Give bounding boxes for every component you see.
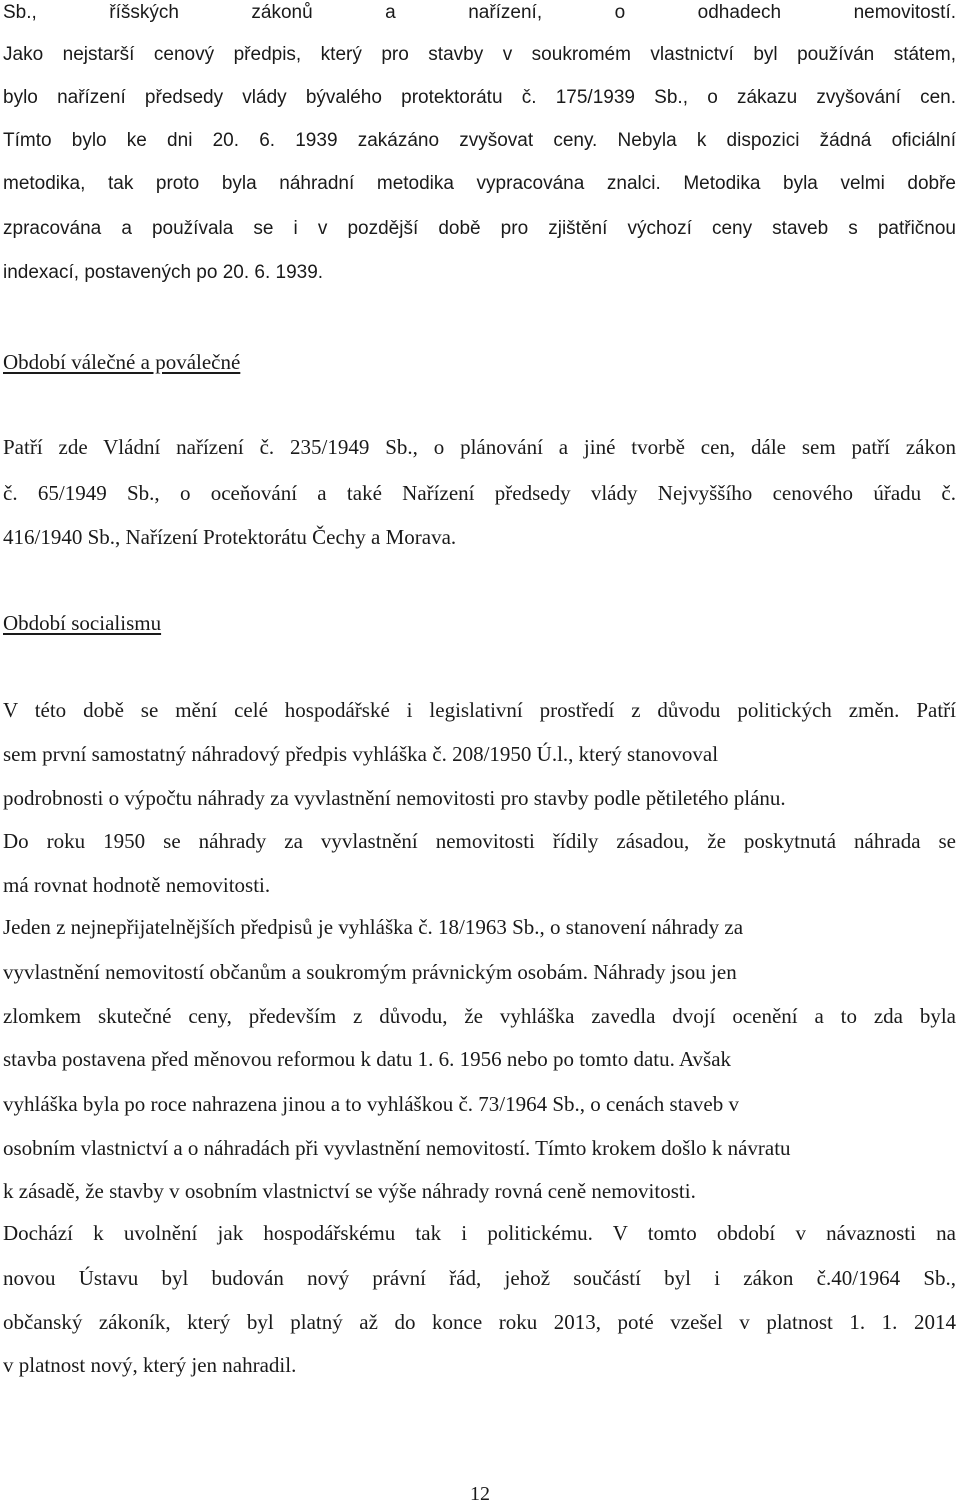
body-line: vyhláška byla po roce nahrazena jinou a to vyhláškou č. 73/1964 Sb., o cenách staveb v [3,1092,739,1116]
body-line: bylo nařízení předsedy vlády bývalého protektorátu č. 175/1939 Sb., o zákazu zvyšování cen. [3,87,956,108]
section-heading-war-period: Období válečné a poválečné [3,350,241,374]
section-heading-socialism: Období socialismu [3,611,162,635]
body-line: zlomkem skutečné ceny, především z důvodu, že vyhláška zavedla dvojí ocenění a to zda byla [3,1004,956,1028]
body-line: V této době se mění celé hospodářské i legislativní prostředí z důvodu politických změn. Patří [3,698,956,722]
body-line: má rovnat hodnotě nemovitosti. [3,873,271,897]
page-number: 12 [470,1483,490,1505]
body-line: č. 65/1949 Sb., o oceňování a také Nařízení předsedy vlády Nejvyššího cenového úřadu č. [3,481,956,505]
body-line: k zásadě, že stavby v osobním vlastnictví se výše náhrady rovná ceně nemovitosti. [3,1179,696,1203]
body-line: Dochází k uvolnění jak hospodářskému tak i politickému. V tomto období v návaznosti na [3,1221,956,1245]
body-line: v platnost nový, který jen nahradil. [3,1353,297,1377]
body-line: Tímto bylo ke dni 20. 6. 1939 zakázáno zvyšovat ceny. Nebyla k dispozici žádná oficiální [3,130,956,151]
body-line: podrobnosti o výpočtu náhrady za vyvlastnění nemovitosti pro stavby podle pětiletého plánu. [3,786,786,810]
body-line: Patří zde Vládní nařízení č. 235/1949 Sb., o plánování a jiné tvorbě cen, dále sem patří zákon [3,435,956,459]
body-line: zpracována a používala se i v pozdější době pro zjištění výchozí ceny staveb s patřičnou [3,218,956,239]
body-line: Do roku 1950 se náhrady za vyvlastnění nemovitosti řídily zásadou, že poskytnutá náhrada se [3,829,956,853]
body-line: indexací, postavených po 20. 6. 1939. [3,262,324,283]
body-line: metodika, tak proto byla náhradní metodika vypracována znalci. Metodika byla velmi dobře [3,173,956,194]
body-line: Jeden z nejnepřijatelnějších předpisů je vyhláška č. 18/1963 Sb., o stanovení náhrady za [3,915,744,939]
body-line: osobním vlastnictví a o náhradách při vyvlastnění nemovitostí. Tímto krokem došlo k návratu [3,1136,791,1160]
body-line: 416/1940 Sb., Nařízení Protektorátu Čechy a Morava. [3,525,457,549]
body-line: Jako nejstarší cenový předpis, který pro stavby v soukromém vlastnictví byl používán státem, [3,44,956,65]
body-line: sem první samostatný náhradový předpis vyhláška č. 208/1950 Ú.l., který stanovoval [3,742,719,766]
body-line: stavba postavena před měnovou reformou k datu 1. 6. 1956 nebo po tomto datu. Avšak [3,1047,732,1071]
body-line: občanský zákoník, který byl platný až do konce roku 2013, poté vzešel v platnost 1. 1. 2014 [3,1310,956,1334]
body-line: vyvlastnění nemovitostí občanům a soukromým právnickým osobám. Náhrady jsou jen [3,960,737,984]
body-line: novou Ústavu byl budován nový právní řád, jehož součástí byl i zákon č.40/1964 Sb., [3,1266,956,1290]
body-line: Sb., říšských zákonů a nařízení, o odhadech nemovitostí. [3,2,956,23]
